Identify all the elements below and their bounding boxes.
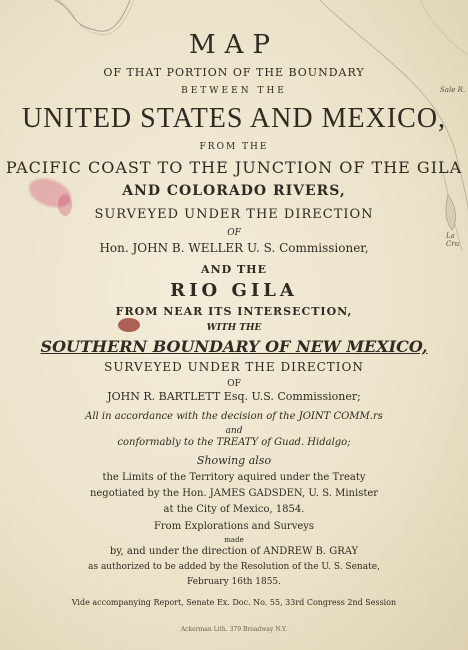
text-made: made: [224, 536, 244, 544]
text-all-in-accordance: All in accordance with the decision of the JOINT COMM.rs: [85, 411, 383, 422]
text-and: and: [225, 426, 243, 436]
subtitle-of-2: OF: [227, 379, 241, 389]
subtitle-from: FROM THE: [199, 142, 269, 152]
text-conformably: conformably to the TREATY of Guad. Hidalgo;: [117, 437, 351, 448]
subtitle-pacific: PACIFIC COAST TO THE JUNCTION OF THE GILA: [5, 158, 463, 177]
text-city-of-mexico: at the City of Mexico, 1854.: [163, 504, 305, 515]
text-explorations: From Explorations and Surveys: [153, 521, 315, 532]
subtitle-with-the: WITH THE: [206, 323, 262, 333]
subtitle-of: OF: [227, 228, 241, 238]
subtitle-surveyed-2: SURVEYED UNDER THE DIRECTION: [104, 360, 364, 374]
title-countries: UNITED STATES AND MEXICO,: [21, 103, 447, 134]
lithographer-imprint: Ackerman Lith. 379 Broadway N.Y.: [180, 626, 288, 633]
title-southern-boundary: SOUTHERN BOUNDARY OF NEW MEXICO,: [40, 337, 428, 356]
text-limits: the Limits of the Territory aquired under the Treaty: [102, 472, 366, 483]
margin-note: La Cru: [446, 232, 460, 248]
commissioner-bartlett: JOHN R. BARTLETT Esq. U.S. Commissioner;: [107, 390, 361, 403]
subtitle-boundary: OF THAT PORTION OF THE BOUNDARY: [103, 66, 365, 79]
title-rio-gila: RIO GILA: [170, 280, 298, 301]
commissioner-weller: Hon. JOHN B. WELLER U. S. Commissioner,: [99, 241, 369, 255]
subtitle-surveyed: SURVEYED UNDER THE DIRECTION: [94, 207, 374, 222]
text-gray: by, and under the direction of ANDREW B. GRAY: [109, 546, 359, 557]
subtitle-and-the: AND THE: [201, 263, 267, 276]
subtitle-rivers: AND COLORADO RIVERS,: [122, 183, 346, 199]
text-negotiated: negotiated by the Hon. JAMES GADSDEN, U. S. Minister: [89, 488, 379, 499]
subtitle-from-near: FROM NEAR ITS INTERSECTION,: [115, 305, 353, 318]
text-vide-report: Vide accompanying Report, Senate Ex. Doc. No. 55, 33rd Congress 2nd Session: [71, 598, 397, 607]
subtitle-between: BETWEEN THE: [181, 86, 287, 96]
margin-note: Sale R.: [440, 86, 466, 94]
text-authorized: as authorized to be added by the Resolution of the U. S. Senate,: [88, 562, 380, 572]
text-date: February 16th 1855.: [186, 577, 282, 587]
text-showing-also: Showing also: [196, 454, 272, 467]
map-heading: MAP: [189, 30, 279, 60]
